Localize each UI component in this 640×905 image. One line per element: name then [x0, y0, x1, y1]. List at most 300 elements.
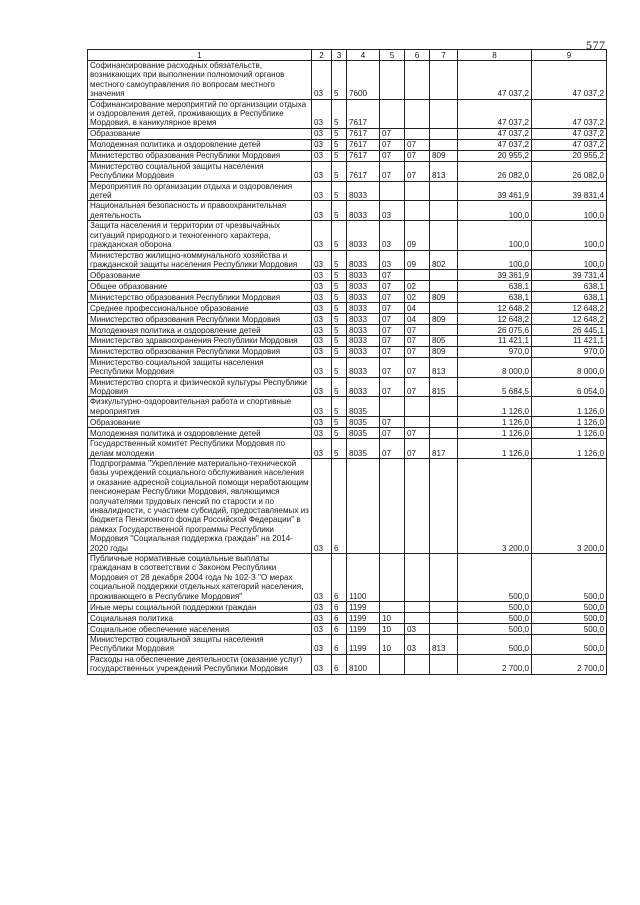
program-code-cell: 5 [332, 150, 347, 161]
ministry-code-cell: 03 [312, 428, 332, 439]
amount-year1-cell: 100,0 [458, 201, 532, 221]
column-header: 6 [405, 50, 430, 61]
subsection-code-cell [405, 602, 430, 613]
table-row [88, 128, 607, 139]
amount-year2-cell: 12 648,2 [532, 303, 607, 314]
amount-year1-cell: 26 082,0 [458, 161, 532, 181]
target-code-cell: 7600 [347, 61, 380, 100]
section-code-cell: 07 [380, 161, 405, 181]
program-code-cell: 5 [332, 281, 347, 292]
table-row [88, 99, 607, 128]
subsection-code-cell: 04 [405, 314, 430, 325]
amount-year1-cell: 100,0 [458, 250, 532, 270]
subsection-code-cell [405, 181, 430, 201]
target-code-cell: 8033 [347, 325, 380, 336]
ministry-code-cell: 03 [312, 61, 332, 100]
department-code-cell [430, 303, 458, 314]
table-row [88, 270, 607, 281]
amount-year2-cell: 39 731,4 [532, 270, 607, 281]
amount-year2-cell: 3 200,0 [532, 458, 607, 553]
table-row [88, 61, 607, 100]
ministry-code-cell: 03 [312, 439, 332, 459]
row-name-cell: Министерство социальной защиты населения Республики Мордовия [88, 357, 312, 377]
amount-year2-cell: 47 037,2 [532, 128, 607, 139]
section-code-cell: 07 [380, 150, 405, 161]
amount-year2-cell: 100,0 [532, 201, 607, 221]
subsection-code-cell: 07 [405, 377, 430, 397]
amount-year1-cell: 39 461,9 [458, 181, 532, 201]
amount-year2-cell: 47 037,2 [532, 99, 607, 128]
amount-year1-cell: 3 200,0 [458, 458, 532, 553]
program-code-cell: 5 [332, 336, 347, 346]
program-code-cell: 5 [332, 201, 347, 221]
amount-year1-cell: 500,0 [458, 602, 532, 613]
table-row [88, 181, 607, 201]
target-code-cell: 1199 [347, 613, 380, 624]
ministry-code-cell: 03 [312, 250, 332, 270]
ministry-code-cell: 03 [312, 654, 332, 674]
target-code-cell: 8033 [347, 303, 380, 314]
column-header: 4 [347, 50, 380, 61]
department-code-cell: 813 [430, 161, 458, 181]
amount-year2-cell: 47 037,2 [532, 61, 607, 100]
department-code-cell: 809 [430, 346, 458, 357]
amount-year1-cell: 26 075,6 [458, 325, 532, 336]
column-header: 2 [312, 50, 332, 61]
row-name-cell: Государственный комитет Республики Мордовия по делам молодежи [88, 439, 312, 459]
table-row [88, 458, 607, 553]
section-code-cell: 10 [380, 635, 405, 655]
target-code-cell: 7617 [347, 99, 380, 128]
subsection-code-cell [405, 554, 430, 602]
department-code-cell [430, 613, 458, 624]
target-code-cell: 8033 [347, 281, 380, 292]
program-code-cell: 5 [332, 428, 347, 439]
amount-year1-cell: 8 000,0 [458, 357, 532, 377]
department-code-cell [430, 281, 458, 292]
amount-year1-cell: 47 037,2 [458, 61, 532, 100]
department-code-cell: 817 [430, 439, 458, 459]
program-code-cell: 5 [332, 303, 347, 314]
ministry-code-cell: 03 [312, 303, 332, 314]
table-row [88, 357, 607, 377]
subsection-code-cell: 07 [405, 439, 430, 459]
ministry-code-cell: 03 [312, 397, 332, 417]
subsection-code-cell [405, 270, 430, 281]
row-name-cell: Министерство образования Республики Мордовия [88, 150, 312, 161]
amount-year1-cell: 100,0 [458, 221, 532, 250]
amount-year2-cell: 12 648,2 [532, 314, 607, 325]
section-code-cell [380, 181, 405, 201]
amount-year1-cell: 1 126,0 [458, 417, 532, 428]
program-code-cell: 5 [332, 377, 347, 397]
section-code-cell: 07 [380, 270, 405, 281]
target-code-cell: 7617 [347, 150, 380, 161]
amount-year1-cell: 39 361,9 [458, 270, 532, 281]
ministry-code-cell: 03 [312, 128, 332, 139]
program-code-cell: 6 [332, 458, 347, 553]
column-header: 1 [88, 50, 312, 61]
program-code-cell: 5 [332, 221, 347, 250]
program-code-cell: 5 [332, 439, 347, 459]
subsection-code-cell [405, 417, 430, 428]
subsection-code-cell [405, 128, 430, 139]
table-row [88, 250, 607, 270]
section-code-cell: 07 [380, 128, 405, 139]
target-code-cell: 8033 [347, 314, 380, 325]
amount-year1-cell: 1 126,0 [458, 397, 532, 417]
department-code-cell [430, 181, 458, 201]
row-name-cell: Защита населения и территории от чрезвычайных ситуаций природного и техногенного характера, гражданская оборона [88, 221, 312, 250]
section-code-cell [380, 397, 405, 417]
subsection-code-cell: 04 [405, 303, 430, 314]
program-code-cell: 5 [332, 397, 347, 417]
ministry-code-cell: 03 [312, 417, 332, 428]
header-row [88, 50, 607, 61]
program-code-cell: 5 [332, 346, 347, 357]
ministry-code-cell: 03 [312, 221, 332, 250]
row-name-cell: Молодежная политика и оздоровление детей [88, 325, 312, 336]
program-code-cell: 5 [332, 181, 347, 201]
amount-year2-cell: 26 445,1 [532, 325, 607, 336]
table-row [88, 346, 607, 357]
program-code-cell: 5 [332, 314, 347, 325]
department-code-cell: 813 [430, 635, 458, 655]
row-name-cell: Общее образование [88, 281, 312, 292]
table-row [88, 336, 607, 346]
section-code-cell: 07 [380, 281, 405, 292]
ministry-code-cell: 03 [312, 150, 332, 161]
department-code-cell: 809 [430, 314, 458, 325]
subsection-code-cell: 09 [405, 221, 430, 250]
amount-year1-cell: 11 421,1 [458, 336, 532, 346]
row-name-cell: Иные меры социальной поддержки граждан [88, 602, 312, 613]
row-name-cell: Образование [88, 128, 312, 139]
program-code-cell: 5 [332, 270, 347, 281]
row-name-cell: Министерство образования Республики Мордовия [88, 314, 312, 325]
subsection-code-cell: 07 [405, 357, 430, 377]
department-code-cell [430, 654, 458, 674]
target-code-cell: 8033 [347, 270, 380, 281]
target-code-cell: 8035 [347, 417, 380, 428]
amount-year2-cell: 20 955,2 [532, 150, 607, 161]
target-code-cell: 7617 [347, 128, 380, 139]
table-row [88, 281, 607, 292]
target-code-cell: 8033 [347, 346, 380, 357]
department-code-cell [430, 624, 458, 635]
section-code-cell: 10 [380, 624, 405, 635]
row-name-cell: Министерство социальной защиты населения Республики Мордовия [88, 635, 312, 655]
section-code-cell: 07 [380, 336, 405, 346]
department-code-cell: 802 [430, 250, 458, 270]
amount-year1-cell: 5 684,5 [458, 377, 532, 397]
budget-table [87, 49, 607, 675]
department-code-cell [430, 139, 458, 150]
section-code-cell: 07 [380, 139, 405, 150]
target-code-cell: 7617 [347, 161, 380, 181]
ministry-code-cell: 03 [312, 624, 332, 635]
row-name-cell: Публичные нормативные социальные выплаты гражданам в соответствии с Законом Республики Мордовия от 28 декабря 2004 года № 102-З "О мерах социальной поддержки отдельных категорий населения, проживающего в Республике Мордовия" [88, 554, 312, 602]
amount-year2-cell: 500,0 [532, 613, 607, 624]
section-code-cell: 07 [380, 428, 405, 439]
program-code-cell: 6 [332, 635, 347, 655]
table-row [88, 221, 607, 250]
table-row [88, 602, 607, 613]
target-code-cell: 1100 [347, 554, 380, 602]
program-code-cell: 5 [332, 292, 347, 303]
amount-year2-cell: 1 126,0 [532, 417, 607, 428]
row-name-cell: Расходы на обеспечение деятельности (оказание услуг) государственных учреждений Республики Мордовия [88, 654, 312, 674]
column-header: 3 [332, 50, 347, 61]
table-row [88, 635, 607, 655]
row-name-cell: Образование [88, 417, 312, 428]
amount-year2-cell: 1 126,0 [532, 397, 607, 417]
ministry-code-cell: 03 [312, 314, 332, 325]
row-name-cell: Национальная безопасность и правоохранительная деятельность [88, 201, 312, 221]
section-code-cell [380, 458, 405, 553]
department-code-cell: 815 [430, 377, 458, 397]
row-name-cell: Министерство спорта и физической культуры Республики Мордовия [88, 377, 312, 397]
section-code-cell: 07 [380, 303, 405, 314]
row-name-cell: Мероприятия по организации отдыха и оздоровления детей [88, 181, 312, 201]
section-code-cell [380, 602, 405, 613]
table-row [88, 624, 607, 635]
target-code-cell: 8035 [347, 397, 380, 417]
department-code-cell [430, 99, 458, 128]
amount-year1-cell: 638,1 [458, 281, 532, 292]
amount-year2-cell: 1 126,0 [532, 439, 607, 459]
target-code-cell: 8033 [347, 221, 380, 250]
table-row [88, 303, 607, 314]
target-code-cell: 8033 [347, 292, 380, 303]
table-row [88, 201, 607, 221]
program-code-cell: 5 [332, 325, 347, 336]
amount-year2-cell: 100,0 [532, 221, 607, 250]
subsection-code-cell: 03 [405, 635, 430, 655]
subsection-code-cell: 07 [405, 139, 430, 150]
section-code-cell: 03 [380, 221, 405, 250]
column-header: 7 [430, 50, 458, 61]
ministry-code-cell: 03 [312, 635, 332, 655]
amount-year2-cell: 47 037,2 [532, 139, 607, 150]
row-name-cell: Социальное обеспечение населения [88, 624, 312, 635]
amount-year1-cell: 638,1 [458, 292, 532, 303]
program-code-cell: 5 [332, 99, 347, 128]
target-code-cell: 8033 [347, 250, 380, 270]
department-code-cell [430, 270, 458, 281]
department-code-cell [430, 458, 458, 553]
target-code-cell: 8033 [347, 357, 380, 377]
target-code-cell: 1199 [347, 602, 380, 613]
department-code-cell [430, 61, 458, 100]
ministry-code-cell: 03 [312, 281, 332, 292]
ministry-code-cell: 03 [312, 99, 332, 128]
department-code-cell [430, 554, 458, 602]
amount-year1-cell: 47 037,2 [458, 139, 532, 150]
program-code-cell: 6 [332, 554, 347, 602]
amount-year1-cell: 12 648,2 [458, 314, 532, 325]
ministry-code-cell: 03 [312, 554, 332, 602]
subsection-code-cell: 02 [405, 281, 430, 292]
amount-year2-cell: 6 054,0 [532, 377, 607, 397]
program-code-cell: 5 [332, 357, 347, 377]
column-header: 5 [380, 50, 405, 61]
target-code-cell: 8100 [347, 654, 380, 674]
section-code-cell: 07 [380, 314, 405, 325]
program-code-cell: 5 [332, 417, 347, 428]
program-code-cell: 5 [332, 61, 347, 100]
amount-year2-cell: 1 126,0 [532, 428, 607, 439]
amount-year1-cell: 12 648,2 [458, 303, 532, 314]
table-row [88, 314, 607, 325]
section-code-cell: 07 [380, 439, 405, 459]
subsection-code-cell [405, 458, 430, 553]
section-code-cell: 07 [380, 377, 405, 397]
amount-year2-cell: 39 831,4 [532, 181, 607, 201]
table-row [88, 428, 607, 439]
table-row [88, 417, 607, 428]
subsection-code-cell [405, 201, 430, 221]
row-name-cell: Министерство здравоохранения Республики Мордовия [88, 336, 312, 346]
ministry-code-cell: 03 [312, 346, 332, 357]
row-name-cell: Министерство жилищно-коммунального хозяйства и гражданской защиты населения Республики Мордовия [88, 250, 312, 270]
department-code-cell [430, 201, 458, 221]
ministry-code-cell: 03 [312, 336, 332, 346]
amount-year2-cell: 100,0 [532, 250, 607, 270]
table-row [88, 292, 607, 303]
target-code-cell: 8033 [347, 336, 380, 346]
ministry-code-cell: 03 [312, 161, 332, 181]
program-code-cell: 5 [332, 250, 347, 270]
amount-year1-cell: 500,0 [458, 613, 532, 624]
section-code-cell: 07 [380, 325, 405, 336]
amount-year2-cell: 11 421,1 [532, 336, 607, 346]
column-header: 9 [532, 50, 607, 61]
table-row [88, 613, 607, 624]
target-code-cell: 8033 [347, 377, 380, 397]
amount-year2-cell: 2 700,0 [532, 654, 607, 674]
row-name-cell: Министерство образования Республики Мордовия [88, 346, 312, 357]
target-code-cell: 1199 [347, 624, 380, 635]
table-row [88, 139, 607, 150]
ministry-code-cell: 03 [312, 201, 332, 221]
program-code-cell: 6 [332, 654, 347, 674]
amount-year1-cell: 2 700,0 [458, 654, 532, 674]
target-code-cell: 7617 [347, 139, 380, 150]
target-code-cell: 8033 [347, 201, 380, 221]
subsection-code-cell: 07 [405, 161, 430, 181]
amount-year2-cell: 500,0 [532, 602, 607, 613]
section-code-cell: 07 [380, 417, 405, 428]
amount-year2-cell: 8 000,0 [532, 357, 607, 377]
page-number: 577 [586, 38, 606, 52]
program-code-cell: 6 [332, 602, 347, 613]
row-name-cell: Министерство социальной защиты населения Республики Мордовия [88, 161, 312, 181]
table-body [88, 61, 607, 675]
ministry-code-cell: 03 [312, 181, 332, 201]
section-code-cell [380, 99, 405, 128]
table-row [88, 150, 607, 161]
row-name-cell: Министерство образования Республики Мордовия [88, 292, 312, 303]
ministry-code-cell: 03 [312, 458, 332, 553]
target-code-cell [347, 458, 380, 553]
program-code-cell: 5 [332, 161, 347, 181]
subsection-code-cell [405, 613, 430, 624]
row-name-cell: Образование [88, 270, 312, 281]
program-code-cell: 6 [332, 624, 347, 635]
program-code-cell: 6 [332, 613, 347, 624]
amount-year2-cell: 500,0 [532, 554, 607, 602]
section-code-cell: 03 [380, 250, 405, 270]
amount-year1-cell: 500,0 [458, 554, 532, 602]
amount-year2-cell: 26 082,0 [532, 161, 607, 181]
subsection-code-cell [405, 61, 430, 100]
target-code-cell: 8035 [347, 439, 380, 459]
amount-year2-cell: 500,0 [532, 635, 607, 655]
department-code-cell: 809 [430, 150, 458, 161]
row-name-cell: Молодежная политика и оздоровление детей [88, 428, 312, 439]
subsection-code-cell [405, 397, 430, 417]
amount-year1-cell: 20 955,2 [458, 150, 532, 161]
section-code-cell: 03 [380, 201, 405, 221]
ministry-code-cell: 03 [312, 602, 332, 613]
department-code-cell [430, 221, 458, 250]
subsection-code-cell [405, 654, 430, 674]
ministry-code-cell: 03 [312, 325, 332, 336]
table-row [88, 377, 607, 397]
target-code-cell: 8035 [347, 428, 380, 439]
ministry-code-cell: 03 [312, 357, 332, 377]
row-name-cell: Софинансирование расходных обязательств, возникающих при выполнении полномочий органов местного самоуправления по вопросам местного значения [88, 61, 312, 100]
ministry-code-cell: 03 [312, 270, 332, 281]
table-row [88, 554, 607, 602]
department-code-cell [430, 417, 458, 428]
program-code-cell: 5 [332, 139, 347, 150]
department-code-cell: 813 [430, 357, 458, 377]
section-code-cell [380, 554, 405, 602]
amount-year1-cell: 1 126,0 [458, 428, 532, 439]
amount-year2-cell: 638,1 [532, 292, 607, 303]
ministry-code-cell: 03 [312, 292, 332, 303]
column-header: 8 [458, 50, 532, 61]
row-name-cell: Молодежная политика и оздоровление детей [88, 139, 312, 150]
amount-year2-cell: 970,0 [532, 346, 607, 357]
subsection-code-cell: 03 [405, 624, 430, 635]
section-code-cell [380, 654, 405, 674]
department-code-cell: 805 [430, 336, 458, 346]
subsection-code-cell: 07 [405, 325, 430, 336]
department-code-cell [430, 397, 458, 417]
target-code-cell: 1199 [347, 635, 380, 655]
program-code-cell: 5 [332, 128, 347, 139]
amount-year2-cell: 638,1 [532, 281, 607, 292]
row-name-cell: Среднее профессиональное образование [88, 303, 312, 314]
amount-year1-cell: 500,0 [458, 624, 532, 635]
table-row [88, 397, 607, 417]
row-name-cell: Софинансирование мероприятий по организации отдыха и оздоровления детей, проживающих в Республике Мордовия, в каникулярное время [88, 99, 312, 128]
section-code-cell: 10 [380, 613, 405, 624]
department-code-cell [430, 428, 458, 439]
ministry-code-cell: 03 [312, 139, 332, 150]
section-code-cell: 07 [380, 292, 405, 303]
subsection-code-cell [405, 99, 430, 128]
subsection-code-cell: 07 [405, 150, 430, 161]
amount-year1-cell: 500,0 [458, 635, 532, 655]
amount-year1-cell: 47 037,2 [458, 99, 532, 128]
subsection-code-cell: 07 [405, 336, 430, 346]
subsection-code-cell: 07 [405, 346, 430, 357]
amount-year2-cell: 500,0 [532, 624, 607, 635]
